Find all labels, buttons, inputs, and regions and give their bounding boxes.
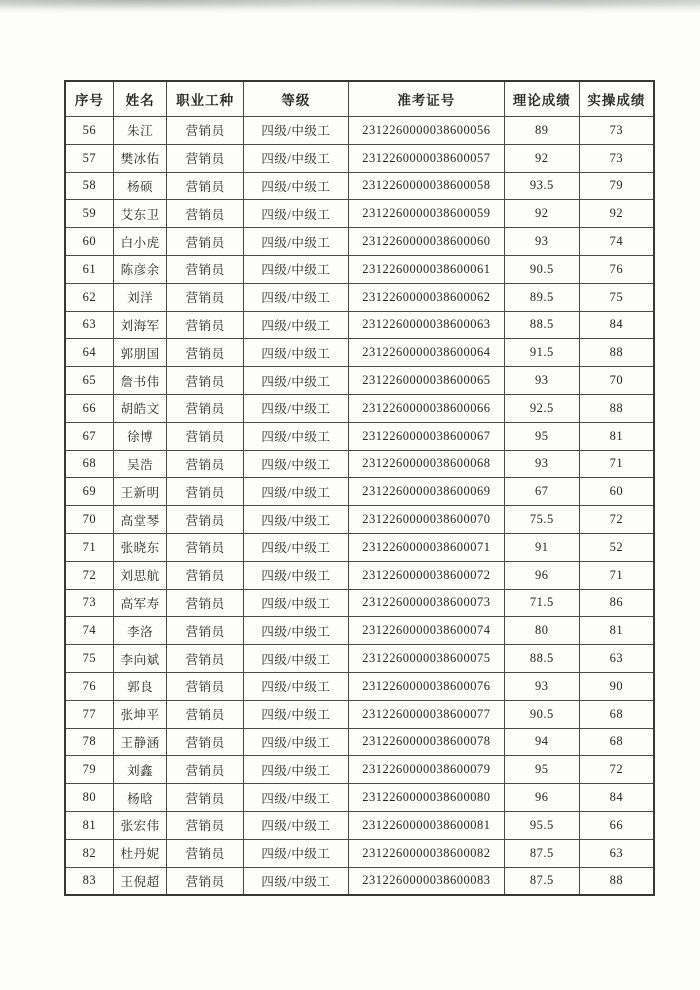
cell-ticket: 2312260000038600074 xyxy=(348,617,504,645)
cell-theory: 93 xyxy=(504,672,579,700)
cell-level: 四级/中级工 xyxy=(243,117,348,145)
cell-ticket: 2312260000038600062 xyxy=(348,283,504,311)
cell-name: 白小虎 xyxy=(113,228,167,256)
table-row xyxy=(65,728,654,756)
cell-theory: 90.5 xyxy=(504,255,579,283)
cell-index: 69 xyxy=(65,478,113,506)
cell-index: 81 xyxy=(65,811,113,839)
cell-ticket: 2312260000038600075 xyxy=(348,645,504,673)
cell-level: 四级/中级工 xyxy=(243,394,348,422)
table-row xyxy=(65,645,654,673)
cell-theory: 95 xyxy=(504,756,579,784)
cell-ticket: 2312260000038600057 xyxy=(348,144,504,172)
cell-ticket: 2312260000038600068 xyxy=(348,450,504,478)
cell-level: 四级/中级工 xyxy=(243,200,348,228)
cell-index: 82 xyxy=(65,839,113,867)
cell-level: 四级/中级工 xyxy=(243,311,348,339)
cell-ticket: 2312260000038600079 xyxy=(348,756,504,784)
cell-level: 四级/中级工 xyxy=(243,700,348,728)
cell-practical: 73 xyxy=(579,144,654,172)
cell-practical: 81 xyxy=(579,422,654,450)
table-row xyxy=(65,784,654,812)
cell-practical: 81 xyxy=(579,617,654,645)
cell-level: 四级/中级工 xyxy=(243,422,348,450)
cell-occupation: 营销员 xyxy=(167,450,244,478)
cell-occupation: 营销员 xyxy=(167,756,244,784)
cell-name: 杜丹妮 xyxy=(113,839,167,867)
cell-practical: 84 xyxy=(579,311,654,339)
cell-name: 刘海军 xyxy=(113,311,167,339)
cell-ticket: 2312260000038600082 xyxy=(348,839,504,867)
cell-index: 77 xyxy=(65,700,113,728)
table-row xyxy=(65,617,654,645)
cell-index: 70 xyxy=(65,506,113,534)
table-row xyxy=(65,283,654,311)
column-header-theory: 理论成绩 xyxy=(504,81,579,117)
cell-level: 四级/中级工 xyxy=(243,283,348,311)
cell-level: 四级/中级工 xyxy=(243,589,348,617)
cell-ticket: 2312260000038600058 xyxy=(348,172,504,200)
cell-theory: 91 xyxy=(504,533,579,561)
cell-index: 68 xyxy=(65,450,113,478)
cell-theory: 87.5 xyxy=(504,867,579,895)
cell-theory: 96 xyxy=(504,784,579,812)
exam-results-table xyxy=(64,80,655,896)
table-row xyxy=(65,339,654,367)
cell-practical: 92 xyxy=(579,200,654,228)
cell-index: 66 xyxy=(65,394,113,422)
cell-index: 72 xyxy=(65,561,113,589)
cell-ticket: 2312260000038600072 xyxy=(348,561,504,589)
cell-theory: 92 xyxy=(504,144,579,172)
cell-theory: 80 xyxy=(504,617,579,645)
cell-ticket: 2312260000038600071 xyxy=(348,533,504,561)
cell-theory: 71.5 xyxy=(504,589,579,617)
cell-occupation: 营销员 xyxy=(167,144,244,172)
cell-ticket: 2312260000038600077 xyxy=(348,700,504,728)
table-row xyxy=(65,367,654,395)
cell-occupation: 营销员 xyxy=(167,339,244,367)
cell-occupation: 营销员 xyxy=(167,506,244,534)
cell-ticket: 2312260000038600060 xyxy=(348,228,504,256)
cell-occupation: 营销员 xyxy=(167,422,244,450)
cell-occupation: 营销员 xyxy=(167,784,244,812)
cell-practical: 73 xyxy=(579,117,654,145)
cell-occupation: 营销员 xyxy=(167,228,244,256)
cell-level: 四级/中级工 xyxy=(243,478,348,506)
cell-practical: 74 xyxy=(579,228,654,256)
cell-level: 四级/中级工 xyxy=(243,672,348,700)
column-header-occupation: 职业工种 xyxy=(167,81,244,117)
cell-occupation: 营销员 xyxy=(167,561,244,589)
cell-name: 李向斌 xyxy=(113,645,167,673)
cell-name: 朱江 xyxy=(113,117,167,145)
cell-ticket: 2312260000038600061 xyxy=(348,255,504,283)
cell-name: 刘洋 xyxy=(113,283,167,311)
cell-occupation: 营销员 xyxy=(167,367,244,395)
cell-ticket: 2312260000038600066 xyxy=(348,394,504,422)
cell-index: 80 xyxy=(65,784,113,812)
cell-theory: 87.5 xyxy=(504,839,579,867)
cell-practical: 88 xyxy=(579,867,654,895)
cell-practical: 70 xyxy=(579,367,654,395)
cell-practical: 68 xyxy=(579,728,654,756)
cell-level: 四级/中级工 xyxy=(243,811,348,839)
cell-index: 75 xyxy=(65,645,113,673)
cell-index: 74 xyxy=(65,617,113,645)
cell-index: 61 xyxy=(65,255,113,283)
cell-theory: 93 xyxy=(504,367,579,395)
cell-level: 四级/中级工 xyxy=(243,506,348,534)
cell-occupation: 营销员 xyxy=(167,672,244,700)
cell-practical: 79 xyxy=(579,172,654,200)
cell-practical: 88 xyxy=(579,394,654,422)
cell-ticket: 2312260000038600064 xyxy=(348,339,504,367)
cell-index: 59 xyxy=(65,200,113,228)
cell-name: 刘思航 xyxy=(113,561,167,589)
cell-level: 四级/中级工 xyxy=(243,867,348,895)
cell-ticket: 2312260000038600073 xyxy=(348,589,504,617)
cell-occupation: 营销员 xyxy=(167,283,244,311)
cell-practical: 63 xyxy=(579,645,654,673)
cell-theory: 94 xyxy=(504,728,579,756)
cell-theory: 93.5 xyxy=(504,172,579,200)
cell-ticket: 2312260000038600076 xyxy=(348,672,504,700)
cell-level: 四级/中级工 xyxy=(243,728,348,756)
cell-name: 张宏伟 xyxy=(113,811,167,839)
cell-theory: 91.5 xyxy=(504,339,579,367)
cell-occupation: 营销员 xyxy=(167,394,244,422)
cell-ticket: 2312260000038600059 xyxy=(348,200,504,228)
cell-theory: 88.5 xyxy=(504,645,579,673)
cell-name: 樊冰佑 xyxy=(113,144,167,172)
table-row xyxy=(65,700,654,728)
table-row xyxy=(65,450,654,478)
cell-occupation: 营销员 xyxy=(167,311,244,339)
table-row xyxy=(65,561,654,589)
cell-ticket: 2312260000038600081 xyxy=(348,811,504,839)
cell-ticket: 2312260000038600070 xyxy=(348,506,504,534)
cell-occupation: 营销员 xyxy=(167,700,244,728)
cell-index: 64 xyxy=(65,339,113,367)
table-row xyxy=(65,589,654,617)
cell-name: 高军寿 xyxy=(113,589,167,617)
cell-occupation: 营销员 xyxy=(167,589,244,617)
table-body xyxy=(65,117,654,896)
cell-ticket: 2312260000038600083 xyxy=(348,867,504,895)
cell-occupation: 营销员 xyxy=(167,172,244,200)
table-row xyxy=(65,117,654,145)
cell-theory: 89 xyxy=(504,117,579,145)
cell-theory: 89.5 xyxy=(504,283,579,311)
cell-index: 79 xyxy=(65,756,113,784)
cell-level: 四级/中级工 xyxy=(243,172,348,200)
cell-name: 王倪超 xyxy=(113,867,167,895)
cell-index: 65 xyxy=(65,367,113,395)
table-row xyxy=(65,144,654,172)
cell-name: 杨晗 xyxy=(113,784,167,812)
column-header-index: 序号 xyxy=(65,81,113,117)
table-row xyxy=(65,756,654,784)
cell-index: 56 xyxy=(65,117,113,145)
cell-theory: 92.5 xyxy=(504,394,579,422)
cell-name: 张坤平 xyxy=(113,700,167,728)
cell-practical: 63 xyxy=(579,839,654,867)
cell-index: 73 xyxy=(65,589,113,617)
cell-occupation: 营销员 xyxy=(167,117,244,145)
cell-index: 76 xyxy=(65,672,113,700)
cell-theory: 95 xyxy=(504,422,579,450)
cell-index: 83 xyxy=(65,867,113,895)
cell-theory: 75.5 xyxy=(504,506,579,534)
cell-practical: 88 xyxy=(579,339,654,367)
cell-practical: 72 xyxy=(579,756,654,784)
table-row xyxy=(65,394,654,422)
cell-occupation: 营销员 xyxy=(167,728,244,756)
cell-theory: 90.5 xyxy=(504,700,579,728)
cell-practical: 75 xyxy=(579,283,654,311)
cell-name: 杨硕 xyxy=(113,172,167,200)
cell-name: 刘鑫 xyxy=(113,756,167,784)
cell-occupation: 营销员 xyxy=(167,617,244,645)
cell-name: 李洛 xyxy=(113,617,167,645)
cell-practical: 76 xyxy=(579,255,654,283)
cell-index: 78 xyxy=(65,728,113,756)
cell-index: 60 xyxy=(65,228,113,256)
table-row xyxy=(65,478,654,506)
cell-name: 詹书伟 xyxy=(113,367,167,395)
table-row xyxy=(65,672,654,700)
column-header-ticket: 准考证号 xyxy=(348,81,504,117)
cell-level: 四级/中级工 xyxy=(243,617,348,645)
cell-ticket: 2312260000038600065 xyxy=(348,367,504,395)
header-row xyxy=(65,81,654,117)
cell-name: 郭良 xyxy=(113,672,167,700)
cell-name: 胡皓文 xyxy=(113,394,167,422)
cell-level: 四级/中级工 xyxy=(243,450,348,478)
cell-name: 王新明 xyxy=(113,478,167,506)
cell-name: 陈彦余 xyxy=(113,255,167,283)
cell-ticket: 2312260000038600063 xyxy=(348,311,504,339)
cell-name: 王静涵 xyxy=(113,728,167,756)
cell-practical: 60 xyxy=(579,478,654,506)
column-header-practical: 实操成绩 xyxy=(579,81,654,117)
cell-practical: 90 xyxy=(579,672,654,700)
cell-ticket: 2312260000038600067 xyxy=(348,422,504,450)
table-row xyxy=(65,422,654,450)
cell-theory: 93 xyxy=(504,450,579,478)
cell-index: 71 xyxy=(65,533,113,561)
cell-name: 吴浩 xyxy=(113,450,167,478)
table-row xyxy=(65,533,654,561)
table-row xyxy=(65,228,654,256)
cell-level: 四级/中级工 xyxy=(243,561,348,589)
table-row xyxy=(65,172,654,200)
table-row xyxy=(65,506,654,534)
column-header-level: 等级 xyxy=(243,81,348,117)
cell-practical: 68 xyxy=(579,700,654,728)
column-header-name: 姓名 xyxy=(113,81,167,117)
cell-level: 四级/中级工 xyxy=(243,255,348,283)
cell-index: 67 xyxy=(65,422,113,450)
cell-level: 四级/中级工 xyxy=(243,839,348,867)
table-row xyxy=(65,200,654,228)
table-row xyxy=(65,839,654,867)
cell-occupation: 营销员 xyxy=(167,200,244,228)
cell-occupation: 营销员 xyxy=(167,645,244,673)
cell-practical: 86 xyxy=(579,589,654,617)
cell-practical: 71 xyxy=(579,561,654,589)
cell-name: 徐博 xyxy=(113,422,167,450)
cell-level: 四级/中级工 xyxy=(243,339,348,367)
cell-name: 高堂琴 xyxy=(113,506,167,534)
cell-ticket: 2312260000038600080 xyxy=(348,784,504,812)
cell-level: 四级/中级工 xyxy=(243,784,348,812)
table-row xyxy=(65,811,654,839)
cell-theory: 67 xyxy=(504,478,579,506)
cell-level: 四级/中级工 xyxy=(243,756,348,784)
table-row xyxy=(65,867,654,895)
cell-level: 四级/中级工 xyxy=(243,367,348,395)
cell-theory: 92 xyxy=(504,200,579,228)
table-row xyxy=(65,255,654,283)
cell-index: 62 xyxy=(65,283,113,311)
cell-ticket: 2312260000038600056 xyxy=(348,117,504,145)
cell-theory: 96 xyxy=(504,561,579,589)
cell-theory: 93 xyxy=(504,228,579,256)
cell-index: 58 xyxy=(65,172,113,200)
cell-occupation: 营销员 xyxy=(167,839,244,867)
cell-practical: 84 xyxy=(579,784,654,812)
cell-name: 郭朋国 xyxy=(113,339,167,367)
cell-occupation: 营销员 xyxy=(167,478,244,506)
scan-artifact-top xyxy=(0,0,700,13)
cell-practical: 71 xyxy=(579,450,654,478)
cell-practical: 66 xyxy=(579,811,654,839)
cell-ticket: 2312260000038600069 xyxy=(348,478,504,506)
cell-theory: 88.5 xyxy=(504,311,579,339)
cell-theory: 95.5 xyxy=(504,811,579,839)
cell-name: 张晓东 xyxy=(113,533,167,561)
cell-index: 63 xyxy=(65,311,113,339)
cell-practical: 52 xyxy=(579,533,654,561)
table-row xyxy=(65,311,654,339)
cell-occupation: 营销员 xyxy=(167,867,244,895)
cell-level: 四级/中级工 xyxy=(243,533,348,561)
cell-ticket: 2312260000038600078 xyxy=(348,728,504,756)
cell-name: 艾东卫 xyxy=(113,200,167,228)
cell-level: 四级/中级工 xyxy=(243,144,348,172)
cell-level: 四级/中级工 xyxy=(243,228,348,256)
cell-level: 四级/中级工 xyxy=(243,645,348,673)
cell-index: 57 xyxy=(65,144,113,172)
cell-occupation: 营销员 xyxy=(167,255,244,283)
cell-occupation: 营销员 xyxy=(167,533,244,561)
cell-occupation: 营销员 xyxy=(167,811,244,839)
cell-practical: 72 xyxy=(579,506,654,534)
